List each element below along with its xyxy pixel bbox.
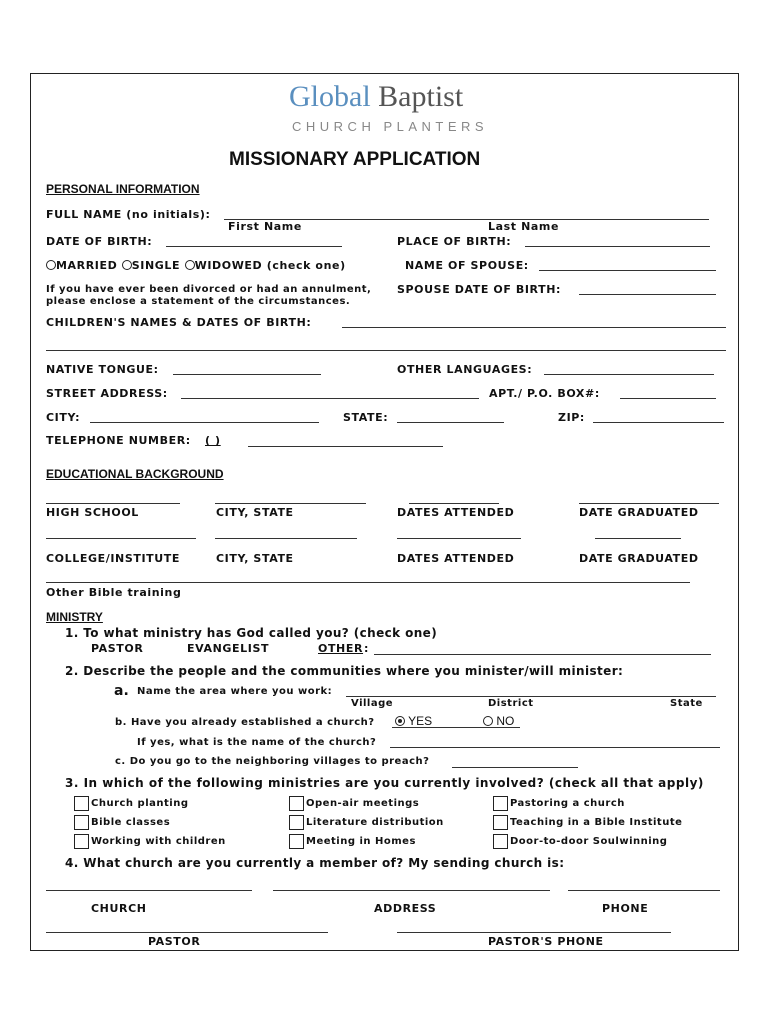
high-school-label: HIGH SCHOOL [46,506,139,519]
village-caption: Village [351,698,394,709]
college-dates-field[interactable] [397,538,521,539]
open-air-label: Open-air meetings [306,798,420,809]
apt-field[interactable] [620,398,716,399]
pob-label: PLACE OF BIRTH: [397,235,512,248]
first-name-caption: First Name [228,220,302,233]
q4-text: 4. What church are you currently a member of? My sending church is: [65,856,565,870]
college-dates-attended-label: DATES ATTENDED [397,552,515,565]
college-date-graduated-label: DATE GRADUATED [579,552,699,565]
telephone-area-code[interactable]: ( ) [205,434,221,447]
married-radio[interactable] [46,260,56,270]
other-bible-label: Other Bible training [46,586,182,599]
page-title: MISSIONARY APPLICATION [229,149,481,170]
q2-text: 2. Describe the people and the communities where you minister/will minister: [65,664,624,678]
children-field-1[interactable] [342,327,726,328]
single-radio[interactable] [122,260,132,270]
yes-option[interactable] [395,714,432,728]
married-label: MARRIED [56,259,118,272]
other-bible-field[interactable] [46,582,690,583]
church-name-question: If yes, what is the name of the church? [137,737,377,748]
pob-field[interactable] [525,246,710,247]
no-option[interactable] [483,714,514,728]
hs-city-field[interactable] [215,503,366,504]
address-field[interactable] [273,890,550,891]
spouse-dob-field[interactable] [579,294,716,295]
logo-subtitle: CHURCH PLANTERS [292,119,489,134]
hs-date-graduated-label: DATE GRADUATED [579,506,699,519]
pastor-caption: PASTOR [148,935,201,948]
logo-word-global: Global [289,80,371,113]
single-label: SINGLE [131,259,181,272]
district-caption: District [488,698,534,709]
pastor-phone-caption: PASTOR'S PHONE [488,935,604,948]
spouse-label: NAME OF SPOUSE: [405,259,529,272]
bible-classes-label: Bible classes [91,817,171,828]
state-field[interactable] [397,422,504,423]
native-tongue-field[interactable] [173,374,321,375]
college-name-field[interactable] [46,538,196,539]
q1-text: 1. To what ministry has God called you? (check one) [65,626,438,640]
section-ministry-heading: MINISTRY [46,610,103,624]
q2a-letter: a. [114,683,129,699]
marital-status-group [46,259,346,272]
teaching-label: Teaching in a Bible Institute [510,817,683,828]
college-graduated-field[interactable] [595,538,681,539]
dob-field[interactable] [166,246,342,247]
other-languages-field[interactable] [544,374,714,375]
widowed-label: WIDOWED (check one) [194,259,346,272]
yes-radio[interactable] [395,716,405,726]
section-education-heading: EDUCATIONAL BACKGROUND [46,467,224,481]
homes-checkbox[interactable] [289,834,304,849]
address-caption: ADDRESS [374,902,437,915]
hs-dates-attended-label: DATES ATTENDED [397,506,515,519]
children-work-checkbox[interactable] [74,834,89,849]
homes-label: Meeting in Homes [306,836,416,847]
widowed-radio[interactable] [185,260,195,270]
college-label: COLLEGE/INSTITUTE [46,552,180,565]
street-label: STREET ADDRESS: [46,387,168,400]
logo-word-baptist: Baptist [378,80,464,113]
other-colon: : [364,642,369,655]
native-tongue-label: NATIVE TONGUE: [46,363,159,376]
state-label: STATE: [343,411,389,424]
pastoring-label: Pastoring a church [510,798,625,809]
no-label: NO [496,714,515,728]
college-city-state-label: CITY, STATE [216,552,294,565]
q2c-text: c. Do you go to the neighboring villages to preach? [115,756,430,767]
q2b-text: b. Have you already established a church? [115,717,375,728]
area-field[interactable] [346,696,716,697]
soulwinning-checkbox[interactable] [493,834,508,849]
telephone-label: TELEPHONE NUMBER: [46,434,191,447]
section-personal-heading: PERSONAL INFORMATION [46,182,200,196]
apt-label: APT./ P.O. BOX#: [489,387,600,400]
street-field[interactable] [181,398,479,399]
city-label: CITY: [46,411,81,424]
hs-name-field[interactable] [46,503,180,504]
church-planting-label: Church planting [91,798,189,809]
spouse-field[interactable] [539,270,716,271]
other-languages-label: OTHER LANGUAGES: [397,363,533,376]
phone-caption: PHONE [602,902,649,915]
church-caption: CHURCH [91,902,147,915]
children-field-2[interactable] [46,350,726,351]
church-name-field[interactable] [390,747,720,748]
q2c-field[interactable] [452,767,578,768]
spouse-dob-label: SPOUSE DATE OF BIRTH: [397,283,562,296]
evangelist-option[interactable]: EVANGELIST [187,642,270,655]
telephone-field[interactable] [248,446,443,447]
full-name-label: FULL NAME (no initials): [46,208,211,221]
phone-field[interactable] [568,890,720,891]
city-field[interactable] [90,422,319,423]
zip-label: ZIP: [558,411,585,424]
bible-classes-checkbox[interactable] [74,815,89,830]
teaching-checkbox[interactable] [493,815,508,830]
dob-label: DATE OF BIRTH: [46,235,153,248]
other-ministry-field[interactable] [374,654,711,655]
children-label: CHILDREN'S NAMES & DATES OF BIRTH: [46,316,312,329]
pastor-option[interactable]: PASTOR [91,642,144,655]
hs-graduated-field[interactable] [579,503,719,504]
college-city-field[interactable] [215,538,357,539]
zip-field[interactable] [593,422,724,423]
soulwinning-label: Door-to-door Soulwinning [510,836,668,847]
church-field[interactable] [46,890,252,891]
literature-checkbox[interactable] [289,815,304,830]
q3-text: 3. In which of the following ministries are you currently involved? (check all that apply) [65,776,704,790]
church-planting-checkbox[interactable] [74,796,89,811]
hs-dates-field[interactable] [409,503,499,504]
other-option[interactable]: OTHER [318,642,364,655]
state-caption: State [670,698,703,709]
open-air-checkbox[interactable] [289,796,304,811]
literature-label: Literature distribution [306,817,444,828]
yes-label: YES [408,714,433,728]
pastor-field[interactable] [46,932,328,933]
pastor-phone-field[interactable] [397,932,671,933]
hs-city-state-label: CITY, STATE [216,506,294,519]
no-radio[interactable] [483,716,493,726]
divorce-note-line1: If you have ever been divorced or had an annulment, [46,284,372,295]
q2a-text: Name the area where you work: [137,686,333,697]
pastoring-checkbox[interactable] [493,796,508,811]
last-name-caption: Last Name [488,220,560,233]
logo [289,80,463,114]
divorce-note-line2: please enclose a statement of the circumstances. [46,296,351,307]
children-work-label: Working with children [91,836,226,847]
